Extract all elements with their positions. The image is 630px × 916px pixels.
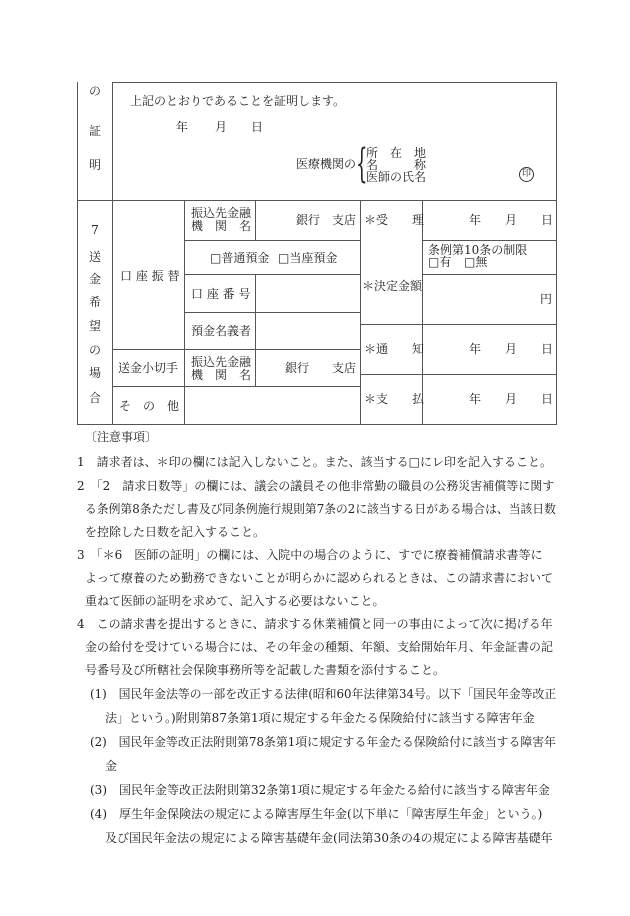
row-line [112, 349, 360, 350]
note-line: 2 「2 請求日数等」の欄には、議会の議員その他非常勤の職員の公務災害補償等に関す [77, 479, 555, 493]
row-line [184, 240, 360, 241]
bank-name-label-2: 機 関 名 [191, 219, 252, 233]
received-month: 月 [505, 213, 518, 227]
account-holder-field[interactable] [256, 313, 360, 349]
cert-side-label-sho: 証 [88, 124, 101, 138]
note-line: (3) 国民年金等改正法附則第32条第1項に規定する年金たる給付に該当する障害年金 [90, 783, 550, 797]
field-doctor-name[interactable]: 医師の氏名 [366, 170, 427, 184]
account-number-field[interactable] [256, 275, 360, 312]
yen-unit: 円 [540, 292, 553, 306]
bank-name-label-1: 振込先金融 [191, 206, 252, 220]
note-line: (4) 厚生年金保険法の規定による障害厚生年金(以下単に「障害厚生年金」という。) [90, 807, 543, 821]
seal-icon: 印 [519, 167, 534, 182]
payment-month: 月 [505, 392, 518, 406]
field-address[interactable]: 所 在 地 [366, 146, 427, 160]
note-line: る条例第8条ただし書及び同条例施行規則第7条の2に該当する日がある場合は、当該日数 [85, 502, 556, 516]
mo-branch-suffix[interactable]: 支店 [332, 361, 357, 375]
remit-side-label: 送 [88, 250, 101, 264]
mo-bank-suffix[interactable]: 銀行 [285, 361, 310, 375]
row-line [422, 240, 557, 241]
remit-side-label: 希 [88, 295, 101, 309]
cert-top-border [112, 82, 557, 83]
article10-label: 条例第10条の制限 [428, 243, 528, 257]
office-divider [360, 200, 361, 424]
table-bottom-border [77, 424, 557, 425]
side-label-divider [112, 82, 113, 424]
institution-prefix: 医療機関の [296, 157, 357, 171]
current-deposit-checkbox[interactable]: □当座預金 [278, 251, 338, 265]
row-line [360, 324, 557, 325]
article10-no-checkbox[interactable]: □無 [464, 255, 488, 269]
received-label: ＊受 理 [364, 213, 425, 227]
note-line: (1) 国民年金法等の一部を改正する法律(昭和60年法律第34号。以下「国民年金等改正 [90, 687, 557, 701]
note-line: 及び国民年金法の規定による障害基礎年金(同法第30条の4の規定による障害基礎年 [105, 831, 553, 845]
notice-year: 年 [469, 342, 482, 356]
cert-statement: 上記のとおりであることを証明します。 [130, 94, 346, 108]
table-left-border [77, 82, 78, 424]
note-line: 金 [105, 759, 118, 773]
remit-side-label: 合 [88, 391, 101, 405]
remit-side-label: 場 [88, 366, 101, 380]
table-right-border [556, 82, 557, 424]
decided-amount-label: ＊決定金額 [362, 279, 423, 293]
mo-bank-label-2: 機 関 名 [191, 368, 252, 382]
payment-label: ＊支 払 [364, 392, 425, 406]
cert-bottom-border [77, 200, 557, 201]
row-line [422, 274, 557, 275]
remit-side-label: 望 [88, 319, 101, 333]
mo-bank-label-1: 振込先金融 [191, 355, 252, 369]
other-field[interactable] [185, 387, 360, 424]
bank-suffix[interactable]: 銀行 [296, 213, 321, 227]
remit-side-label: の [88, 343, 101, 357]
cert-date-day[interactable]: 日 [251, 120, 264, 134]
account-transfer-label: 口 座 振 替 [120, 269, 180, 283]
notice-day: 日 [541, 342, 554, 356]
note-line: 重ねて医師の証明を求めて、記入する必要はないこと。 [85, 594, 385, 608]
mo-bank-label-divider [255, 349, 256, 386]
account-holder-label: 預金名義者 [191, 324, 252, 338]
row-line [360, 374, 557, 375]
received-year: 年 [469, 213, 482, 227]
note-line: よって療養のため勤務できないことが明らかに認められるときは、この請求書において [85, 571, 554, 585]
ordinary-deposit-checkbox[interactable]: □普通預金 [210, 251, 270, 265]
notice-month: 月 [505, 342, 518, 356]
cert-side-label-mei: 明 [88, 158, 101, 172]
other-label: そ の 他 [119, 399, 180, 413]
note-line: (2) 国民年金等改正法附則第78条第1項に規定する年金たる保険給付に該当する障害年 [90, 735, 556, 749]
payment-year: 年 [469, 392, 482, 406]
cert-side-label-no: の [88, 84, 101, 98]
money-order-label: 送金小切手 [118, 361, 179, 375]
remit-side-label-7: 7 [91, 223, 99, 237]
notes-heading: 〔注意事項〕 [85, 430, 158, 444]
note-line: 金の給付を受けている場合には、その年金の種類、年額、支給開始年月、年金証書の記 [85, 640, 554, 654]
notice-label: ＊通 知 [364, 342, 425, 356]
office-label-divider [422, 200, 423, 424]
remit-side-label: 金 [88, 272, 101, 286]
note-line: を控除した日数を記入すること。 [85, 525, 266, 539]
note-line: 3 「＊6 医師の証明」の欄には、入院中の場合のように、すでに療養補償請求書等に [77, 548, 543, 562]
payment-day: 日 [541, 392, 554, 406]
field-name[interactable]: 名 称 [366, 158, 427, 172]
received-day: 日 [541, 213, 554, 227]
note-line: 4 この請求書を提出するときに、請求する休業補償と同一の事由によって次に掲げる年 [77, 617, 553, 631]
note-line: 号番号及び所轄社会保険事務所等を記載した書類を添付すること。 [85, 663, 446, 677]
brace-icon: { [356, 141, 368, 187]
cert-date-year[interactable]: 年 [176, 120, 189, 134]
note-line: 1 請求者は、＊印の欄には記入しないこと。また、該当する□にレ印を記入すること。 [77, 455, 552, 469]
branch-suffix[interactable]: 支店 [332, 213, 357, 227]
cert-date-month[interactable]: 月 [215, 120, 228, 134]
note-line: 法」という。)附則第87条第1項に規定する年金たる保険給付に該当する障害年金 [105, 711, 535, 725]
article10-yes-checkbox[interactable]: □有 [428, 255, 452, 269]
account-number-label: 口 座 番 号 [191, 287, 251, 301]
bank-label-divider [255, 200, 256, 240]
